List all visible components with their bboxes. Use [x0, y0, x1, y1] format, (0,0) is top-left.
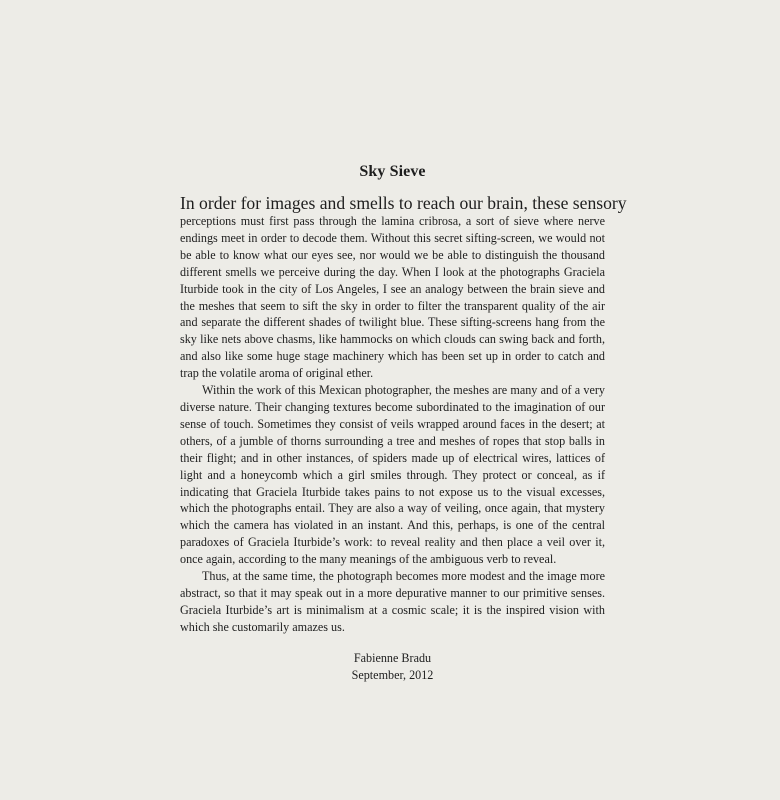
paragraph-1: perceptions must first pass through the lamina cribrosa, a sort of sieve where nerve endings meet in order to decode them. Without this secret sifting-screen, we would not be able to know what our eyes see, nor would we be able to distinguish the thousand different smells we perceive during the day. When I look at the photographs Graciela Iturbide took in the city of Los Angeles, I see an analogy between the brain sieve and the meshes that seem to sift the sky in order to filter the transparent quality of the air and separate the different shades of twilight blue. These sifting-screens hang from the sky like nets above chasms, like hammocks on which clouds can swing back and forth, and also like some huge stage machinery which has been set up in order to catch and trap the volatile aroma of original ether. [180, 214, 605, 381]
signature-block [180, 650, 605, 684]
paragraph-2: Within the work of this Mexican photographer, the meshes are many and of a very diverse nature. Their changing textures become subordinated to the imagination of our sense of touch. Sometimes they consist of veils wrapped around faces in the desert; at others, of a jumble of thorns surrounding a tree and meshes of ropes that stop balls in their flight; and in other instances, of spiders made up of electrical wires, lattices of light and a honeycomb which a girl smiles through. They protect or conceal, as if indicating that Graciela Iturbide takes pains to not expose us to the visual excesses, which the photographs entail. They are also a way of veiling, once again, that mystery which the camera has violated in an instant. And this, perhaps, is one of the central paradoxes of Graciela Iturbide’s work: to reveal reality and then place a veil over it, once again, according to the many meanings of the ambiguous verb to reveal. [180, 383, 605, 567]
essay-body [180, 163, 627, 684]
paragraph-3: Thus, at the same time, the photograph becomes more modest and the image more abstract, so that it may speak out in a more depurative manner to our primitive senses. Graciela Iturbide’s art is minimalism at a cosmic scale; it is the inspired vision with which she customarily amazes us. [180, 569, 605, 634]
lead-line: In order for images and smells to reach our brain, these sensory [180, 193, 627, 213]
author-name: Fabienne Bradu [353, 650, 432, 665]
essay-date: September, 2012 [351, 667, 434, 682]
essay-title: Sky Sieve [359, 163, 426, 180]
